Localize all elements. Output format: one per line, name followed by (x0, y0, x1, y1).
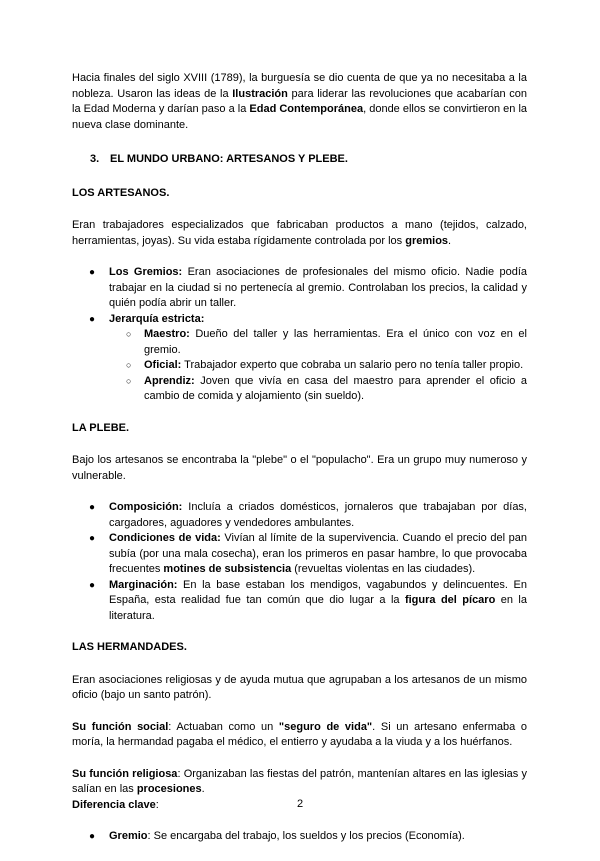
condiciones-text-1: Vivían al límite de la supervivencia. Cuando el precio del pan subía (por una mala cosecha), eran los primeros en pasar hambre, lo que provocaba frecuentes (109, 532, 527, 575)
sublist-item-aprendiz (72, 374, 527, 405)
funcion-social-bold-seguro: "seguro de vida" (278, 720, 373, 733)
marginacion-text-1: En la base estaban los mendigos, vagabundos y delincuentes. En España, esta realidad fue tan común que dio lugar a la (109, 578, 527, 606)
funcion-religiosa-paragraph (72, 767, 527, 798)
list-item-composicion (72, 500, 527, 531)
artesanos-paragraph (72, 218, 527, 249)
funcion-social-label: Su función social (72, 720, 169, 733)
bullet-icon: ● (89, 831, 96, 842)
gremios-label: Los Gremios: (109, 266, 183, 278)
maestro-text: Dueño del taller y las herramientas. Era el único con voz en el gremio. (144, 328, 527, 356)
artesanos-text-1: Eran trabajadores especializados que fabricaban productos a mano (tejidos, calzado, herramientas, joyas). Su vida estaba rígidamente controlada por los (72, 219, 527, 247)
funcion-social-text-1: : Actuaban como un (168, 720, 279, 733)
diferencia-list (72, 829, 527, 845)
jerarquia-sublist (109, 327, 527, 405)
page-number: 2 (296, 798, 304, 810)
sublist-item-oficial (72, 358, 527, 374)
funcion-religiosa-label: Su función religiosa (72, 767, 178, 780)
section-number: 3. (90, 153, 100, 165)
intro-text-3: , donde ellos se convirtieron en la nueva clase dominante. (72, 103, 528, 131)
condiciones-label: Condiciones de vida: (109, 532, 221, 544)
hermandades-heading: LAS HERMANDADES. (72, 641, 187, 653)
plebe-list (72, 500, 527, 624)
bullet-icon: ● (89, 533, 96, 544)
maestro-label: Maestro: (144, 328, 190, 340)
diferencia-clave-label: Diferencia clave (72, 798, 156, 811)
intro-bold-edad-contemporanea: Edad Contemporánea (249, 103, 364, 115)
intro-text-2: para liderar las revoluciones que acabarían con la Edad Moderna y darían paso a la (72, 87, 527, 115)
condiciones-text-2: (revueltas violentas en las ciudades). (291, 563, 476, 575)
marginacion-text-2: en la literatura. (109, 594, 527, 622)
funcion-religiosa-bold-procesiones: procesiones (136, 783, 202, 795)
intro-paragraph (72, 71, 527, 133)
diferencia-clave-colon: : (155, 798, 159, 811)
section-heading (72, 152, 527, 168)
list-item-condiciones (72, 531, 527, 578)
aprendiz-label: Aprendiz: (144, 374, 195, 387)
bullet-icon: ● (89, 313, 96, 325)
list-item-marginacion (72, 578, 527, 625)
section-title: EL MUNDO URBANO: ARTESANOS Y PLEBE. (110, 153, 348, 165)
composicion-text: Incluía a criados domésticos, jornaleros que trabajaban por días, cargadores, aguadores y vendedores ambulantes. (109, 501, 527, 529)
gremio-text: : Se encargaba del trabajo, los sueldos y los precios (Economía). (147, 830, 465, 842)
bullet-icon: ● (89, 502, 96, 513)
jerarquia-label: Jerarquía estricta: (109, 312, 205, 325)
list-item-gremio (72, 829, 527, 845)
funcion-religiosa-text-1: : Organizaban las fiestas del patrón, mantenían altares en las iglesias y salían en las (72, 767, 528, 795)
sublist-item-maestro (72, 327, 527, 358)
artesanos-list (72, 265, 527, 405)
bullet-icon: ● (89, 267, 96, 278)
gremios-text: Eran asociaciones de profesionales del mismo oficio. Nadie podía trabajar en la ciudad si no pertenecía al gremio. Controlaban los precios, la calidad y quién podía abrir un taller. (109, 266, 528, 309)
document-page (72, 71, 527, 861)
bullet-icon: ● (89, 579, 96, 591)
oficial-label: Oficial: (144, 359, 182, 371)
composicion-label: Composición: (109, 501, 183, 513)
funcion-social-text-2: . Si un artesano enfermaba o moría, la hermandad pagaba el médico, el entierro y ayudaba a la viuda y a los huérfanos. (72, 720, 527, 748)
gremio-label: Gremio (109, 830, 148, 842)
intro-text-1: Hacia finales del siglo XVIII (1789), la burguesía se dio cuenta de que ya no necesitaba a la nobleza. Usaron las ideas de la (72, 72, 527, 100)
list-item-jerarquia (72, 312, 527, 405)
plebe-paragraph: Bajo los artesanos se encontraba la "plebe" o el "populacho". Era un grupo muy numeroso y vulnerable. (72, 454, 527, 482)
condiciones-bold-motines: motines de subsistencia (163, 563, 292, 575)
hollow-bullet-icon: ○ (126, 329, 132, 339)
hollow-bullet-icon: ○ (126, 360, 132, 370)
aprendiz-text: Joven que vivía en casa del maestro para aprender el oficio a cambio de comida y alojamiento (sin sueldo). (144, 374, 527, 402)
hermandades-paragraph: Eran asociaciones religiosas y de ayuda mutua que agrupaban a los artesanos de un mismo oficio (bajo un santo patrón). (72, 673, 527, 701)
artesanos-text-2: . (448, 234, 452, 247)
list-item-gremios (72, 265, 527, 312)
plebe-heading: LA PLEBE. (72, 421, 130, 434)
funcion-social-paragraph (72, 720, 527, 751)
oficial-text: Trabajador experto que cobraba un salario pero no tenía taller propio. (181, 359, 524, 371)
artesanos-heading: LOS ARTESANOS. (72, 186, 170, 199)
intro-bold-ilustracion: Ilustración (232, 87, 288, 100)
hollow-bullet-icon: ○ (126, 375, 132, 386)
marginacion-bold-picaro: figura del pícaro (404, 594, 496, 606)
marginacion-label: Marginación: (109, 578, 178, 591)
funcion-religiosa-text-2: . (201, 783, 205, 795)
artesanos-bold-gremios: gremios (405, 234, 449, 247)
